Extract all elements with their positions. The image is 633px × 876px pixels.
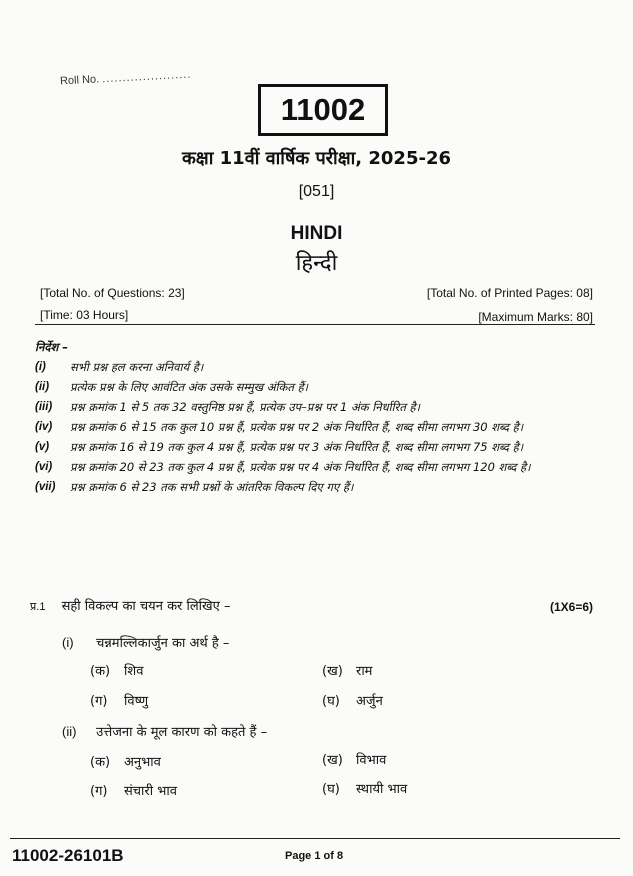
subject-english: HINDI — [290, 223, 343, 244]
instructions-heading: निर्देश – — [35, 340, 69, 354]
subquestion — [62, 633, 229, 651]
option-text: स्थायी भाव — [356, 782, 408, 797]
option-label: (ख) — [322, 753, 343, 768]
question-number: प्र.1 — [30, 601, 46, 613]
option-label: (ख) — [322, 664, 343, 679]
option — [90, 691, 148, 709]
option-text: विष्णु — [124, 694, 149, 709]
option-label: (घ) — [322, 782, 340, 797]
header-divider — [35, 324, 595, 325]
footer-divider — [10, 838, 620, 839]
subquestion-num: (i) — [62, 635, 74, 650]
option-text: अनुभाव — [124, 755, 161, 770]
option — [90, 781, 177, 799]
page-indicator: Page 1 of 8 — [285, 850, 344, 862]
instruction-item — [35, 457, 595, 477]
instruction-item — [35, 437, 595, 457]
instruction-text: प्रश्न क्रमांक 16 से 19 तक कुल 4 प्रश्न हैं, प्रत्येक प्रश्न पर 3 अंक निर्धारित हैं, शब्द सीमा लगभग 75 शब्द है। — [70, 440, 524, 454]
paper-number-box — [258, 84, 388, 136]
instruction-text: प्रश्न क्रमांक 6 से 15 तक कुल 10 प्रश्न हैं, प्रत्येक प्रश्न पर 2 अंक निर्धारित हैं, शब्द सीमा लगभग 30 शब्द है। — [70, 420, 524, 434]
instruction-text: प्रश्न क्रमांक 6 से 23 तक सभी प्रश्नों के आंतरिक विकल्प दिए गए हैं। — [70, 480, 354, 494]
instruction-item — [35, 377, 595, 397]
question-marks: (1X6=6) — [549, 600, 593, 614]
roll-label: Roll No. — [59, 73, 100, 88]
instruction-num: (ii) — [35, 381, 50, 393]
roll-number-field — [60, 69, 192, 88]
subquestion — [62, 722, 267, 740]
instruction-text: प्रत्येक प्रश्न के लिए आवंटित अंक उसके सम्मुख अंकित हैं। — [70, 380, 309, 394]
question-prompt: सही विकल्प का चयन कर लिखिए – — [61, 599, 231, 614]
option-text: शिव — [124, 664, 144, 679]
option-text: राम — [356, 664, 373, 679]
subquestion-num: (ii) — [62, 724, 77, 739]
roll-dots: ...................... — [101, 68, 192, 86]
subject-hindi: हिन्दी — [295, 251, 338, 276]
option — [90, 661, 143, 679]
option-label: (घ) — [322, 694, 340, 709]
instruction-num: (i) — [35, 361, 46, 373]
exam-title: कक्षा 11वीं वार्षिक परीक्षा, 2025-26 — [181, 148, 451, 169]
instruction-item — [35, 357, 595, 377]
option-label: (ग) — [90, 784, 108, 799]
instruction-item — [35, 397, 595, 417]
subquestion-text: चन्नमल्लिकार्जुन का अर्थ है – — [96, 636, 230, 651]
instruction-item — [35, 417, 595, 437]
total-questions: [Total No. of Questions: 23] — [40, 286, 185, 300]
instruction-num: (v) — [35, 441, 50, 453]
option — [322, 691, 383, 709]
footer-paper-code: 11002-26101B — [12, 846, 124, 865]
instruction-text: प्रश्न क्रमांक 20 से 23 तक कुल 4 प्रश्न हैं, प्रत्येक प्रश्न पर 4 अंक निर्धारित हैं, शब्द सीमा लगभग 120 शब्द है। — [70, 460, 531, 474]
question-1 — [30, 596, 231, 614]
option-label: (क) — [90, 664, 111, 679]
paper-number: 11002 — [280, 92, 366, 127]
option — [322, 661, 372, 679]
subquestion-text: उत्तेजना के मूल कारण को कहते हैं – — [96, 725, 268, 740]
time-allowed: [Time: 03 Hours] — [40, 308, 129, 322]
option — [322, 750, 386, 768]
instruction-text: सभी प्रश्न हल करना अनिवार्य है। — [70, 360, 204, 374]
paper-code: [051] — [298, 183, 335, 200]
instructions — [35, 340, 595, 497]
option-text: विभाव — [356, 753, 387, 768]
option — [322, 779, 407, 797]
total-pages: [Total No. of Printed Pages: 08] — [426, 286, 593, 300]
option-label: (क) — [90, 755, 111, 770]
instruction-text: प्रश्न क्रमांक 1 से 5 तक 32 वस्तुनिष्ठ प्रश्न हैं, प्रत्येक उप–प्रश्न पर 1 अंक निर्धारित है। — [70, 400, 421, 414]
instruction-num: (iv) — [35, 421, 53, 433]
instruction-num: (iii) — [35, 401, 53, 413]
option-label: (ग) — [90, 694, 108, 709]
option — [90, 752, 161, 770]
option-text: संचारी भाव — [124, 784, 177, 799]
max-marks: [Maximum Marks: 80] — [478, 310, 593, 324]
instruction-item — [35, 477, 595, 497]
instruction-num: (vii) — [35, 481, 56, 493]
option-text: अर्जुन — [356, 694, 383, 709]
instruction-num: (vi) — [35, 461, 53, 473]
